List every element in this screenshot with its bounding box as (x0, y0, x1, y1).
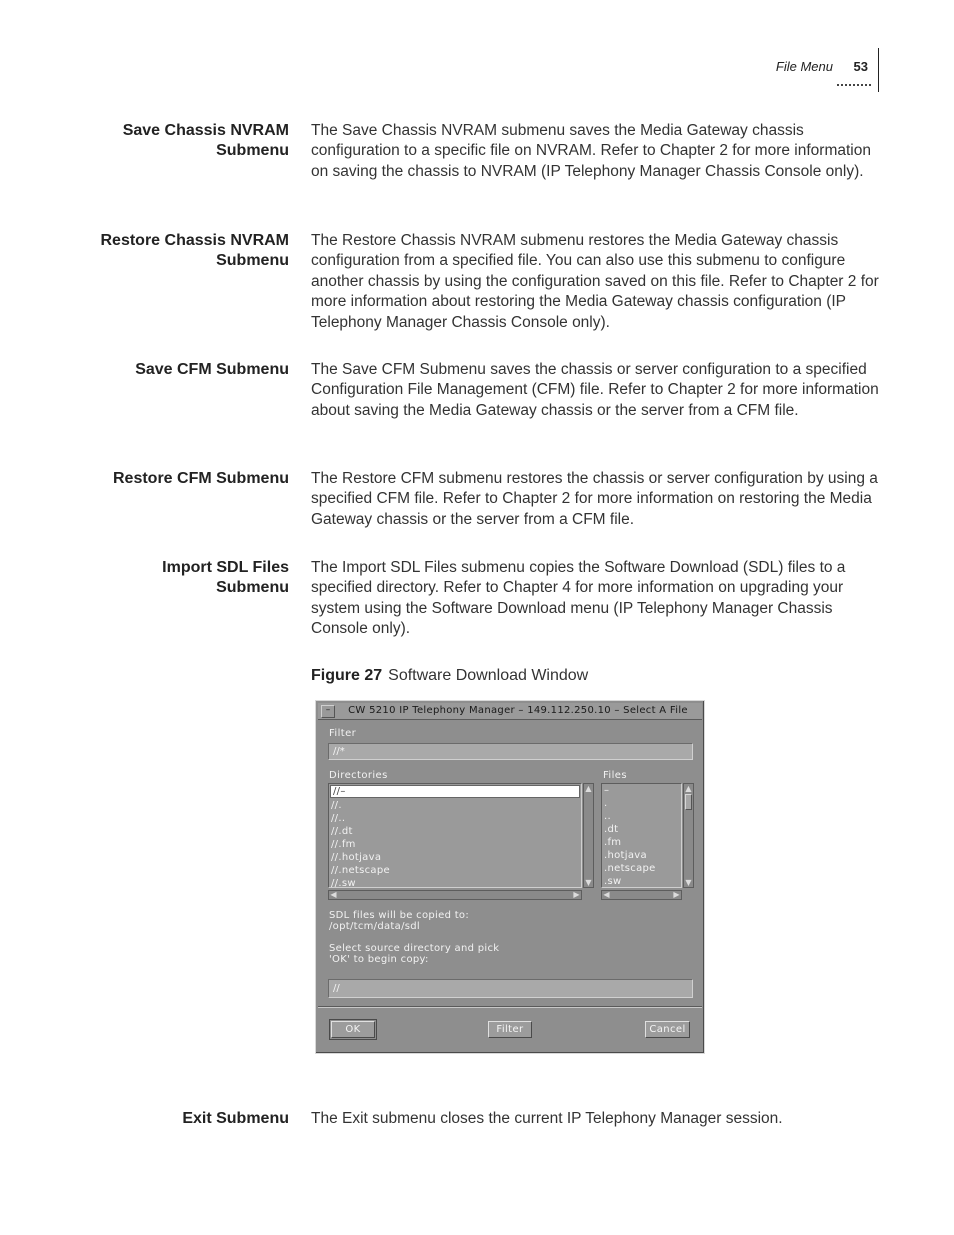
list-item[interactable]: .dt (604, 824, 619, 835)
list-item[interactable]: //.dt (331, 826, 353, 837)
page-number: 53 (853, 59, 868, 74)
window-titlebar (318, 703, 702, 720)
files-vertical-scrollbar[interactable] (683, 783, 694, 888)
section-heading: Save Chassis NVRAM Submenu (122, 122, 289, 159)
scroll-left-icon[interactable]: ◀ (330, 890, 337, 899)
scroll-right-icon[interactable]: ▶ (573, 890, 580, 899)
list-item[interactable]: //– (330, 785, 580, 798)
cancel-button[interactable]: Cancel (645, 1021, 690, 1038)
list-item[interactable]: //.netscape (331, 865, 390, 876)
section-body: The Save Chassis NVRAM submenu saves the Media Gateway chassis configuration to a specific file on NVRAM. Refer to Chapter 2 for more information on saving the chassis to NVRAM (IP Telephony Manager Chassis Console only). (311, 122, 871, 180)
running-header (719, 56, 879, 92)
list-item[interactable]: //.hotjava (331, 852, 382, 863)
figure-label: Figure 27 (311, 667, 383, 684)
list-item[interactable]: . (604, 798, 608, 809)
list-item[interactable]: – (604, 785, 610, 796)
list-item[interactable]: //.. (331, 813, 346, 824)
section-body: The Import SDL Files submenu copies the Software Download (SDL) files to a specified directory. Refer to Chapter 4 for more information on upgrading your system using the Software Download menu (IP Telephony Manager Chassis Console only). (311, 559, 846, 638)
scroll-up-icon[interactable]: ▲ (685, 784, 692, 793)
filter-input[interactable]: //* (328, 743, 693, 760)
list-item[interactable]: //. (331, 800, 342, 811)
directories-list[interactable] (328, 783, 582, 888)
scroll-down-icon[interactable]: ▼ (685, 878, 692, 887)
files-label: Files (603, 770, 627, 781)
selection-instructions: Select source directory and pick 'OK' to begin copy: (329, 943, 500, 965)
scroll-thumb[interactable] (685, 794, 692, 810)
list-item[interactable]: .netscape (604, 863, 656, 874)
section-heading: Import SDL Files Submenu (162, 559, 289, 596)
filter-label: Filter (329, 728, 357, 739)
scroll-down-icon[interactable]: ▼ (585, 878, 592, 887)
ok-button[interactable]: OK (331, 1021, 375, 1038)
scroll-left-icon[interactable]: ◀ (603, 890, 610, 899)
list-item[interactable]: //.fm (331, 839, 356, 850)
software-download-window (315, 700, 705, 1054)
section-heading: Restore CFM Submenu (112, 470, 289, 487)
sdl-destination-note: SDL files will be copied to: /opt/tcm/data/sdl (329, 910, 470, 932)
list-item[interactable]: .. (604, 811, 611, 822)
files-horizontal-scrollbar[interactable] (601, 890, 682, 900)
filter-button[interactable]: Filter (488, 1021, 532, 1038)
section-body: The Save CFM Submenu saves the chassis or server configuration to a specified Configuration File Management (CFM) file. Refer to Chapter 2 for more information about saving the Media Gateway chassis or the server from a CFM file. (311, 361, 879, 419)
section-body: The Restore Chassis NVRAM submenu restores the Media Gateway chassis configuration from a specified file. You can also use this submenu to configure another chassis by using the configuration saved on this file. Refer to Chapter 2 for more information about restoring the Media Gateway chassis configuration (IP Telephony Manager Chassis Console only). (311, 232, 879, 331)
section-heading: Save CFM Submenu (135, 361, 289, 378)
directories-label: Directories (329, 770, 388, 781)
directories-horizontal-scrollbar[interactable] (328, 890, 582, 900)
figure-caption (311, 667, 588, 685)
section-heading: Exit Submenu (182, 1110, 289, 1127)
window-title: CW 5210 IP Telephony Manager – 149.112.250.10 – Select A File (348, 705, 688, 716)
list-item[interactable]: .sw (604, 876, 622, 887)
header-rule (878, 48, 879, 92)
scroll-right-icon[interactable]: ▶ (673, 890, 680, 899)
section-body: The Exit submenu closes the current IP Telephony Manager session. (311, 1110, 783, 1127)
button-separator (318, 1006, 702, 1008)
window-menu-icon[interactable]: – (321, 705, 335, 718)
directories-vertical-scrollbar[interactable] (583, 783, 594, 888)
figure-title: Software Download Window (388, 667, 589, 684)
section-heading: Restore Chassis NVRAM Submenu (100, 232, 289, 269)
list-item[interactable]: //.sw (331, 878, 356, 889)
selection-input[interactable]: // (328, 979, 693, 998)
section-body: The Restore CFM submenu restores the chassis or server configuration by using a specified CFM file. Refer to Chapter 2 for more information on restoring the Media Gateway chassis or the server from a CFM file. (311, 470, 878, 528)
header-section-title: File Menu (775, 59, 833, 74)
list-item[interactable]: .fm (604, 837, 622, 848)
files-list[interactable] (601, 783, 682, 888)
header-dots (837, 78, 871, 86)
scroll-up-icon[interactable]: ▲ (585, 784, 592, 793)
list-item[interactable]: .hotjava (604, 850, 647, 861)
